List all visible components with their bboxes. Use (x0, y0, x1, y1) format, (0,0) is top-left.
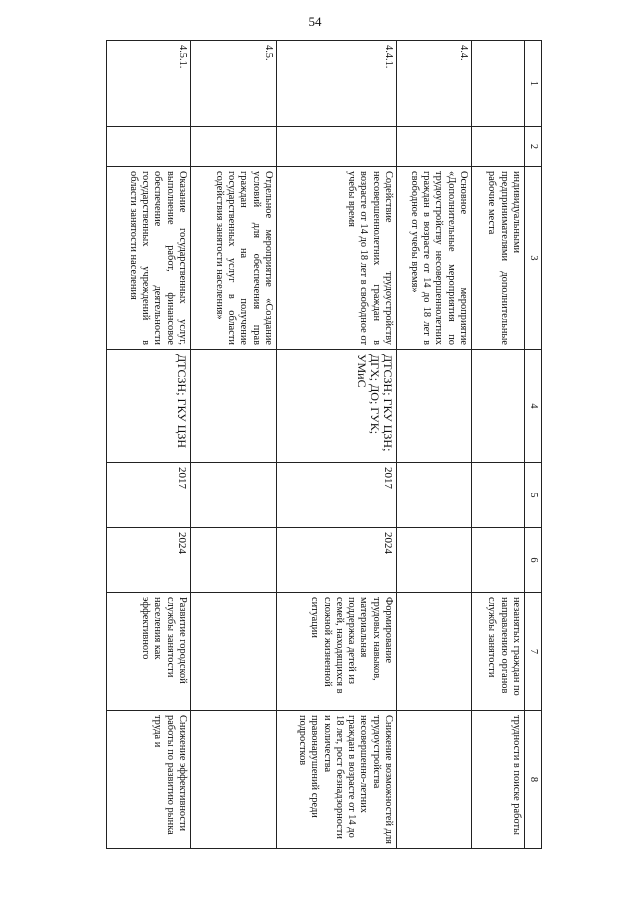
cell-measure-name: Содействие трудоустройству несовершеннолетних граждан в возрасте от 14 до 18 лет в свободное от учебы время (277, 167, 397, 350)
cell-executors (191, 350, 277, 463)
cell-measure-name: Оказание государственных услуг, выполнение работ, финансовое обеспечение деятельности государственных учреждений в области занятости населения (107, 167, 191, 350)
cell-executors (472, 350, 525, 463)
cell-end-year (472, 528, 525, 593)
cell-executors: ДТСЗН; ГКУ ЦЗН (107, 350, 191, 463)
table-row-4-4-1 (277, 41, 397, 849)
column-number-row (525, 41, 542, 849)
rotated-table-region (110, 40, 542, 848)
cell-col-2 (107, 127, 191, 167)
cell-consequences (397, 711, 472, 849)
table-row-continuation (472, 41, 525, 849)
cell-start-year: 2017 (107, 463, 191, 528)
cell-item-number: 4.4. (397, 41, 472, 127)
column-number-5: 5 (525, 463, 542, 528)
column-number-4: 4 (525, 350, 542, 463)
cell-executors: ДТСЗН; ГКУ ЦЗН; ДГХ; ДО; ГУК; УМиС (277, 350, 397, 463)
cell-expected-result (191, 593, 277, 711)
cell-start-year: 2017 (277, 463, 397, 528)
cell-end-year: 2024 (107, 528, 191, 593)
cell-expected-result: незанятых граждан по направлению органов службы занятости (472, 593, 525, 711)
cell-expected-result: Развитие городской службы занятости населения как эффективного (107, 593, 191, 711)
cell-consequences: Снижение эффективности работы по развитию рынка труда и (107, 711, 191, 849)
cell-executors (397, 350, 472, 463)
cell-start-year (191, 463, 277, 528)
cell-col-2 (191, 127, 277, 167)
cell-consequences: трудности в поиске работы (472, 711, 525, 849)
cell-col-2 (472, 127, 525, 167)
cell-item-number: 4.5. (191, 41, 277, 127)
cell-expected-result: Формирование трудовых навыков, материальная поддержка детей из семей, находящихся в сложной жизненной ситуации (277, 593, 397, 711)
rotated-table-container (110, 40, 542, 848)
column-number-7: 7 (525, 593, 542, 711)
page-number: 54 (308, 14, 322, 29)
column-number-2: 2 (525, 127, 542, 167)
program-measures-table (106, 40, 542, 849)
cell-start-year (397, 463, 472, 528)
cell-col-2 (277, 127, 397, 167)
cell-expected-result (397, 593, 472, 711)
cell-start-year (472, 463, 525, 528)
cell-item-number: 4.5.1. (107, 41, 191, 127)
cell-end-year (191, 528, 277, 593)
cell-consequences (191, 711, 277, 849)
cell-end-year: 2024 (277, 528, 397, 593)
cell-item-number (472, 41, 525, 127)
column-number-1: 1 (525, 41, 542, 127)
cell-measure-name: индивидуальными предпринимателями дополнительные рабочие места (472, 167, 525, 350)
cell-measure-name: Основное мероприятие «Дополнительные мероприятия по трудоустройству несовершеннолетних граждан в возрасте от 14 до 18 лет в свободное от учебы время» (397, 167, 472, 350)
cell-item-number: 4.4.1. (277, 41, 397, 127)
cell-col-2 (397, 127, 472, 167)
table-row-4-5 (191, 41, 277, 849)
column-number-3: 3 (525, 167, 542, 350)
table-row-4-5-1 (107, 41, 191, 849)
cell-end-year (397, 528, 472, 593)
column-number-6: 6 (525, 528, 542, 593)
column-number-8: 8 (525, 711, 542, 849)
cell-measure-name: Отдельное мероприятие «Создание условий для обеспечения прав граждан на получение государственных услуг в области содействия занятости населения» (191, 167, 277, 350)
cell-consequences: Снижение возможностей для трудоустройства несовершенно-летних граждан в возрасте от 14 до 18 лет, рост безнадзорности и количества правонарушений среди подростков (277, 711, 397, 849)
table-row-4-4 (397, 41, 472, 849)
